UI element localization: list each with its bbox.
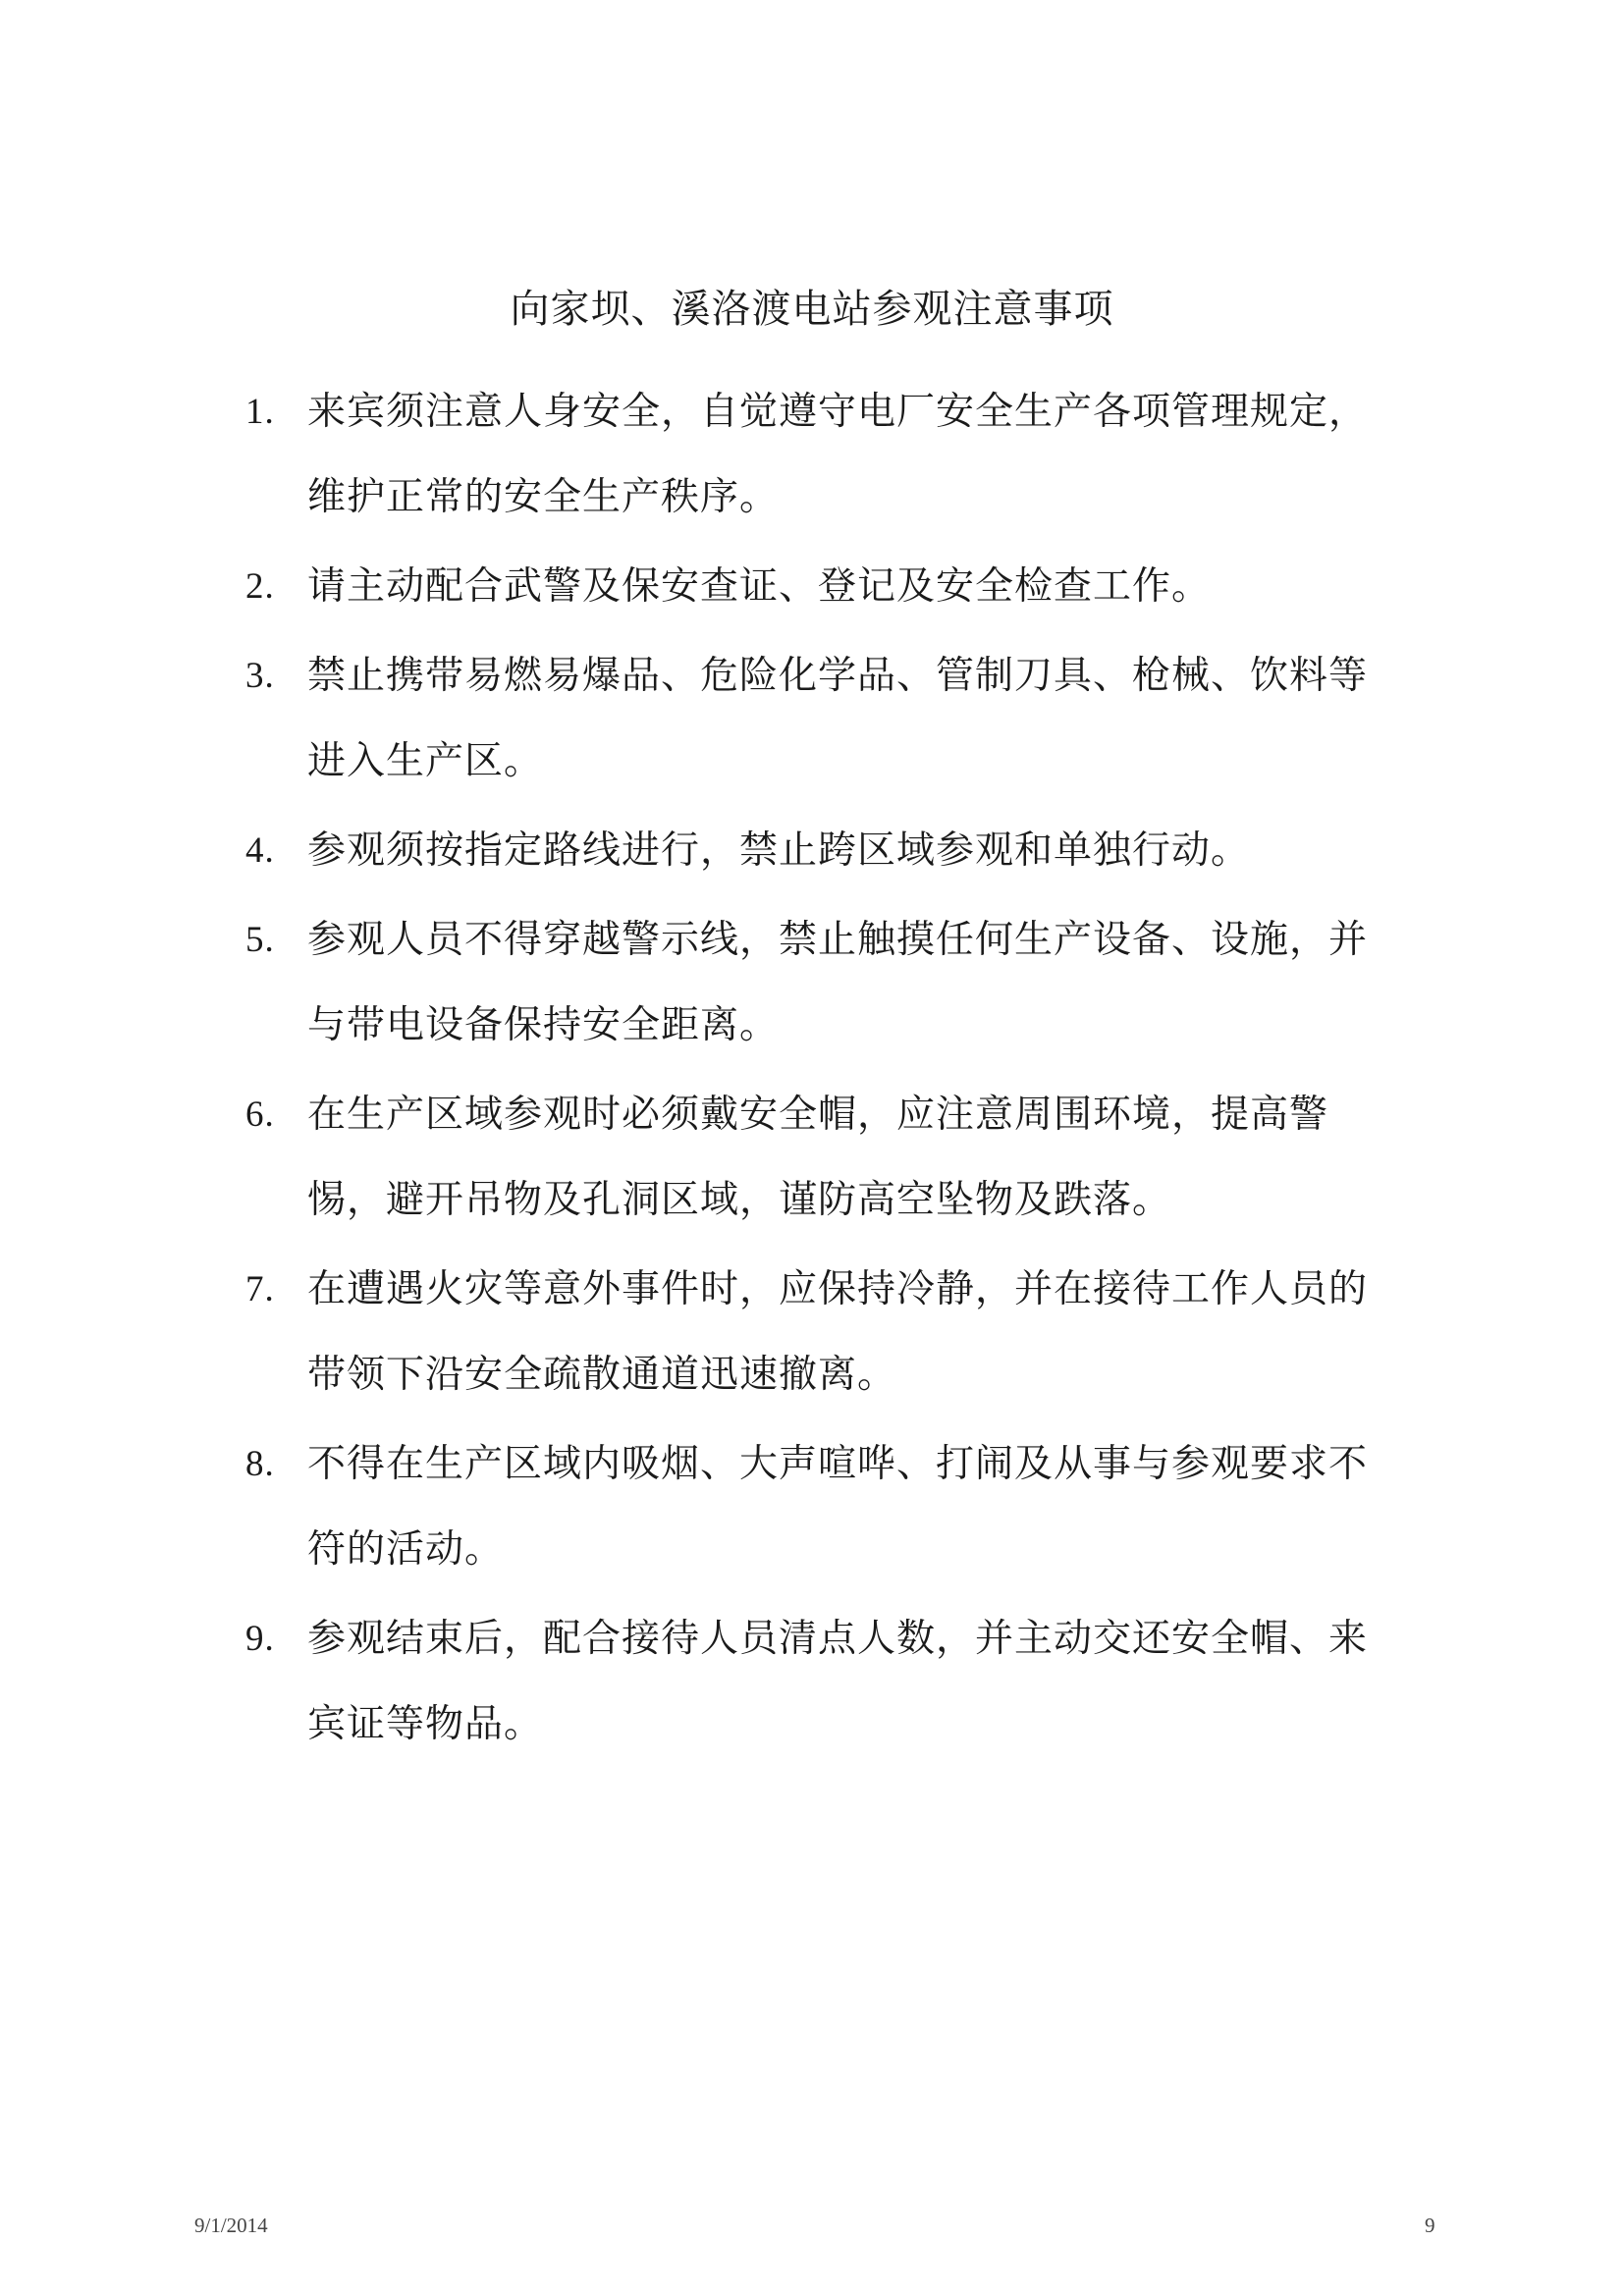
item-text: 不得在生产区域内吸烟、大声喧哗、打闹及从事与参观要求不符的活动。 [307,1442,1369,1572]
item-text: 参观人员不得穿越警示线，禁止触摸任何生产设备、设施，并与带电设备保持安全距离。 [307,918,1369,1047]
item-number: 2. [245,566,275,607]
list-item [245,633,1384,804]
item-text: 在生产区域参观时必须戴安全帽，应注意周围环境，提高警惕，避开吊物及孔洞区域，谨防高空坠物及跌落。 [307,1093,1329,1222]
page-title: 向家坝、溪洛渡电站参观注意事项 [510,286,1114,332]
list-item [245,369,1384,540]
item-number: 5. [245,920,275,960]
page-number: 9 [1425,2214,1435,2237]
item-text: 请主动配合武警及保安查证、登记及安全检查工作。 [307,564,1212,609]
list-item [245,1421,1384,1592]
item-text: 来宾须注意人身安全，自觉遵守电厂安全生产各项管理规定，维护正常的安全生产秩序。 [307,390,1369,519]
item-number: 8. [245,1444,275,1484]
list-item [245,897,1384,1068]
item-number: 1. [245,392,275,432]
list-item [245,1247,1384,1417]
notice-list [245,369,1384,1771]
item-number: 6. [245,1095,275,1135]
item-text: 参观结束后，配合接待人员清点人数，并主动交还安全帽、来宾证等物品。 [307,1617,1369,1746]
list-item [245,1596,1384,1767]
item-number: 7. [245,1269,275,1309]
item-number: 9. [245,1619,275,1659]
list-item [245,1072,1384,1243]
item-text: 在遭遇火灾等意外事件时，应保持冷静，并在接待工作人员的带领下沿安全疏散通道迅速撤离。 [307,1267,1369,1397]
list-item [245,544,1384,629]
item-text: 禁止携带易燃易爆品、危险化学品、管制刀具、枪械、饮料等进入生产区。 [307,654,1369,783]
item-number: 4. [245,830,275,871]
item-text: 参观须按指定路线进行，禁止跨区域参观和单独行动。 [307,828,1251,873]
list-item [245,808,1384,893]
item-number: 3. [245,656,275,696]
footer-date: 9/1/2014 [194,2214,268,2237]
